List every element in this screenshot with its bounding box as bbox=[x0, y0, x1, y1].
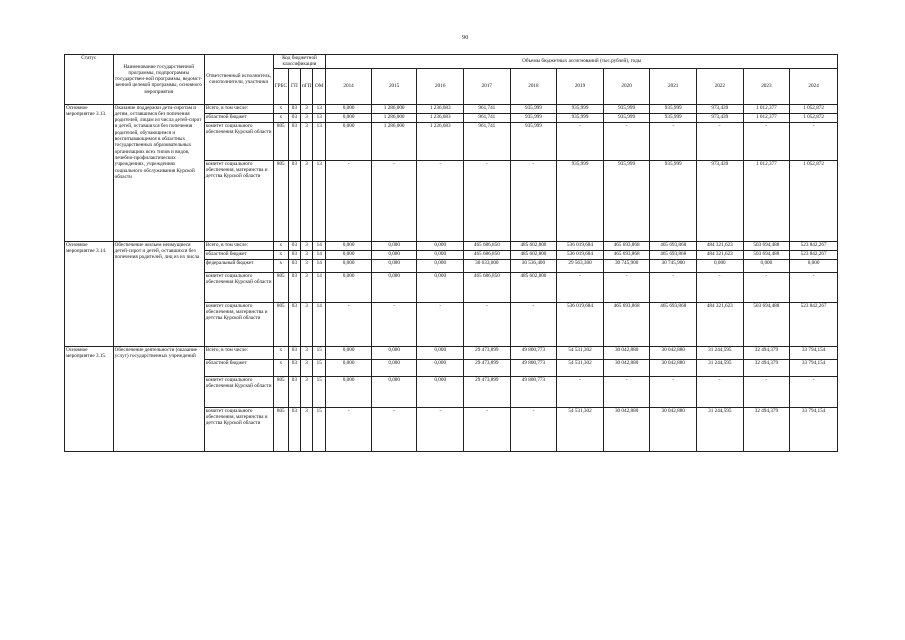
amount-cell: - bbox=[743, 122, 790, 160]
amount-cell: 523 842,267 bbox=[790, 302, 838, 346]
executor-cell: областной бюджет bbox=[204, 359, 273, 376]
amount-cell: 32 494,379 bbox=[743, 346, 790, 359]
amount-cell: - bbox=[417, 407, 464, 451]
budget-code-cell: 805 bbox=[273, 160, 288, 241]
amount-cell: 465 686,850 bbox=[464, 250, 511, 259]
code-header-grbs: ГРБС bbox=[273, 68, 288, 104]
amount-cell: 54 531,302 bbox=[557, 359, 604, 376]
budget-code-cell: 3 bbox=[300, 241, 312, 250]
amount-cell: 0,000 bbox=[371, 272, 417, 302]
executor-cell: областной бюджет bbox=[204, 250, 273, 259]
amount-cell: 0,000 bbox=[326, 359, 372, 376]
amount-cell: 0,000 bbox=[697, 259, 744, 272]
amount-cell: 49 800,773 bbox=[510, 346, 557, 359]
measure-status: Основное мероприятие 3.14. bbox=[65, 241, 114, 346]
executor-cell: комитет социального обеспечения, материнства и детства Курской области bbox=[204, 302, 273, 346]
table-body bbox=[65, 104, 838, 451]
amount-cell: 503 694,488 bbox=[743, 241, 790, 250]
amount-cell: 536 019,684 bbox=[557, 250, 604, 259]
amount-cell: 503 694,488 bbox=[743, 250, 790, 259]
executor-cell: комитет социального обеспечения, материнства и детства Курской области bbox=[204, 160, 273, 241]
budget-code-cell: 3 bbox=[300, 259, 312, 272]
executor-cell: Всего, в том числе: bbox=[204, 346, 273, 359]
amount-cell: 935,999 bbox=[603, 160, 650, 241]
amount-cell: - bbox=[790, 122, 838, 160]
amount-cell: - bbox=[326, 302, 372, 346]
amount-cell: - bbox=[417, 160, 464, 241]
budget-code-cell: 3 bbox=[300, 302, 312, 346]
table-row bbox=[65, 241, 838, 250]
executor-cell: комитет социального обеспечения Курской области bbox=[204, 376, 273, 407]
amount-cell: 49 800,773 bbox=[510, 376, 557, 407]
amount-cell: - bbox=[417, 302, 464, 346]
budget-code-cell: 03 bbox=[288, 376, 300, 407]
budget-code-cell: 03 bbox=[288, 407, 300, 451]
budget-code-cell: 3 bbox=[300, 272, 312, 302]
budget-code-cell: 3 bbox=[300, 113, 312, 122]
amount-cell: 0,000 bbox=[326, 122, 372, 160]
measure-status: Основное мероприятие 3.13. bbox=[65, 104, 114, 241]
budget-code-cell: 805 bbox=[273, 407, 288, 451]
budget-code-cell: x bbox=[273, 259, 288, 272]
amount-cell: 973,439 bbox=[697, 160, 744, 241]
year-header: 2016 bbox=[417, 68, 464, 104]
budget-code-cell: 805 bbox=[273, 272, 288, 302]
amount-cell: 1 236,683 bbox=[417, 104, 464, 113]
amount-cell: 1 226,683 bbox=[417, 122, 464, 160]
amount-cell: 31 244,595 bbox=[697, 407, 744, 451]
measure-status: Основное мероприятие 3.15. bbox=[65, 346, 114, 451]
amount-cell: 961,741 bbox=[464, 104, 511, 113]
amount-cell: 961,741 bbox=[464, 122, 511, 160]
amount-cell: 29 473,899 bbox=[464, 346, 511, 359]
executor-cell: комитет социального обеспечения Курской области bbox=[204, 272, 273, 302]
amount-cell: 465 693,868 bbox=[650, 302, 697, 346]
amount-cell: 30 633,000 bbox=[464, 259, 511, 272]
budget-code-cell: 13 bbox=[313, 113, 326, 122]
budget-code-cell: 805 bbox=[273, 122, 288, 160]
amount-cell: 29 473,899 bbox=[464, 376, 511, 407]
budget-code-cell: 3 bbox=[300, 104, 312, 113]
amount-cell: 1 012,377 bbox=[743, 160, 790, 241]
budget-code-cell: 03 bbox=[288, 250, 300, 259]
amount-cell: 0,000 bbox=[417, 241, 464, 250]
measure-name: Обеспечение деятельности (оказание услуг) государственных учреждений bbox=[113, 346, 204, 451]
amount-cell: - bbox=[603, 122, 650, 160]
amount-cell: - bbox=[743, 272, 790, 302]
amount-cell: 0,000 bbox=[417, 272, 464, 302]
amount-cell: - bbox=[557, 272, 604, 302]
name-header: Наименование государственной программы, подпрограммы государствен-ной программы, ведомст-венной целевой программы, основного мероприятия bbox=[113, 55, 204, 105]
header-row-1 bbox=[65, 55, 838, 69]
amount-cell: 30 745,900 bbox=[650, 259, 697, 272]
code-header-om: ОМ bbox=[313, 68, 326, 104]
amount-cell: 935,999 bbox=[650, 160, 697, 241]
amount-cell: 935,999 bbox=[557, 160, 604, 241]
amount-cell: 465 686,850 bbox=[464, 241, 511, 250]
amount-cell: 30 745,900 bbox=[603, 259, 650, 272]
amount-cell: 0,000 bbox=[743, 259, 790, 272]
amount-cell: - bbox=[371, 160, 417, 241]
code-group-header: Код бюджетной классификации bbox=[273, 55, 326, 69]
amount-cell: - bbox=[697, 122, 744, 160]
budget-code-cell: 03 bbox=[288, 104, 300, 113]
amount-cell: 33 794,154 bbox=[790, 346, 838, 359]
budget-code-cell: 03 bbox=[288, 346, 300, 359]
amount-cell: - bbox=[697, 376, 744, 407]
budget-code-cell: 03 bbox=[288, 241, 300, 250]
amount-cell: 961,741 bbox=[464, 113, 511, 122]
executor-cell: Всего, в том числе: bbox=[204, 104, 273, 113]
amount-cell: - bbox=[790, 376, 838, 407]
amount-cell: 0,000 bbox=[326, 104, 372, 113]
amount-cell: - bbox=[510, 407, 557, 451]
budget-table bbox=[64, 54, 838, 452]
amount-cell: 0,000 bbox=[371, 346, 417, 359]
executor-cell: федеральный бюджет bbox=[204, 259, 273, 272]
amount-cell: 935,999 bbox=[603, 113, 650, 122]
year-header: 2018 bbox=[510, 68, 557, 104]
budget-code-cell: 15 bbox=[313, 346, 326, 359]
amount-cell: 0,000 bbox=[790, 259, 838, 272]
executor-cell: комитет социального обеспечения Курской области bbox=[204, 122, 273, 160]
budget-code-cell: 15 bbox=[313, 359, 326, 376]
amount-cell: 465 686,850 bbox=[464, 272, 511, 302]
amount-cell: 0,000 bbox=[371, 241, 417, 250]
executor-cell: областной бюджет bbox=[204, 113, 273, 122]
amount-cell: 0,000 bbox=[371, 359, 417, 376]
amount-cell: 935,999 bbox=[557, 104, 604, 113]
budget-code-cell: 805 bbox=[273, 376, 288, 407]
amount-cell: - bbox=[371, 302, 417, 346]
amount-cell: 1 012,377 bbox=[743, 104, 790, 113]
year-header: 2024 bbox=[790, 68, 838, 104]
amount-cell: 30 042,880 bbox=[603, 346, 650, 359]
year-header: 2020 bbox=[603, 68, 650, 104]
amount-cell: 484 321,623 bbox=[697, 250, 744, 259]
amount-cell: 465 693,868 bbox=[603, 302, 650, 346]
budget-code-cell: x bbox=[273, 104, 288, 113]
budget-code-cell: x bbox=[273, 250, 288, 259]
amount-cell: 935,999 bbox=[510, 104, 557, 113]
year-header: 2014 bbox=[326, 68, 372, 104]
amount-cell: 1 286,000 bbox=[371, 113, 417, 122]
amount-cell: - bbox=[510, 160, 557, 241]
amount-cell: - bbox=[650, 272, 697, 302]
amount-cell: - bbox=[510, 302, 557, 346]
budget-code-cell: 03 bbox=[288, 259, 300, 272]
amount-cell: 523 842,267 bbox=[790, 250, 838, 259]
executor-cell: Всего, в том числе: bbox=[204, 241, 273, 250]
budget-code-cell: 14 bbox=[313, 259, 326, 272]
budget-code-cell: 03 bbox=[288, 122, 300, 160]
amount-cell: 29 563,300 bbox=[557, 259, 604, 272]
amount-cell: 973,439 bbox=[697, 104, 744, 113]
amount-cell: 935,999 bbox=[510, 122, 557, 160]
budget-code-cell: 3 bbox=[300, 407, 312, 451]
budget-code-cell: 3 bbox=[300, 376, 312, 407]
year-header: 2023 bbox=[743, 68, 790, 104]
amount-cell: 1 052,872 bbox=[790, 104, 838, 113]
budget-code-cell: 805 bbox=[273, 302, 288, 346]
amount-cell: - bbox=[464, 407, 511, 451]
measure-name: Оказание поддержки дети-сиротам и детям, оставшимся без попечения родителей, лицам из числа детей-сирот и детей, оставшихся без попечения родителей, обучающимся и воспитывающимся в областных государственных образовательных организациях всех типов и видов, лечебно-профилактических учреждениях, учреждениях социального обслуживания Курской области bbox=[113, 104, 204, 241]
budget-code-cell: x bbox=[273, 346, 288, 359]
amount-cell: 1 236,683 bbox=[417, 113, 464, 122]
amount-cell: 485 602,800 bbox=[510, 272, 557, 302]
year-header: 2017 bbox=[464, 68, 511, 104]
amount-cell: 0,000 bbox=[326, 376, 372, 407]
amount-cell: 31 244,595 bbox=[697, 359, 744, 376]
amount-cell: 33 794,154 bbox=[790, 407, 838, 451]
amount-cell: 33 794,154 bbox=[790, 359, 838, 376]
amount-cell: 935,999 bbox=[650, 104, 697, 113]
amount-cell: 0,000 bbox=[417, 250, 464, 259]
amount-cell: - bbox=[603, 376, 650, 407]
amount-cell: 29 473,899 bbox=[464, 359, 511, 376]
amount-cell: 935,999 bbox=[510, 113, 557, 122]
budget-code-cell: 14 bbox=[313, 302, 326, 346]
budget-code-cell: 3 bbox=[300, 122, 312, 160]
amount-cell: 935,999 bbox=[603, 104, 650, 113]
budget-code-cell: x bbox=[273, 113, 288, 122]
amount-cell: 1 286,000 bbox=[371, 104, 417, 113]
amount-cell: 935,999 bbox=[650, 113, 697, 122]
executor-cell: комитет социального обеспечения, материнства и детства Курской области bbox=[204, 407, 273, 451]
budget-code-cell: 13 bbox=[313, 160, 326, 241]
budget-code-cell: 03 bbox=[288, 359, 300, 376]
amount-cell: 465 693,868 bbox=[650, 250, 697, 259]
amount-cell: 465 693,868 bbox=[603, 250, 650, 259]
amount-cell: 0,000 bbox=[326, 250, 372, 259]
budget-code-cell: x bbox=[273, 359, 288, 376]
amount-cell: - bbox=[464, 302, 511, 346]
amount-cell: 536 019,684 bbox=[557, 241, 604, 250]
amount-cell: - bbox=[326, 407, 372, 451]
amount-cell: 0,000 bbox=[417, 346, 464, 359]
amount-cell: - bbox=[371, 407, 417, 451]
budget-code-cell: 03 bbox=[288, 272, 300, 302]
budget-code-cell: 15 bbox=[313, 376, 326, 407]
year-header: 2015 bbox=[371, 68, 417, 104]
amount-cell: - bbox=[697, 272, 744, 302]
year-header: 2019 bbox=[557, 68, 604, 104]
amount-cell: 503 694,488 bbox=[743, 302, 790, 346]
budget-code-cell: 03 bbox=[288, 113, 300, 122]
amount-cell: 0,000 bbox=[371, 376, 417, 407]
amount-cell: 32 494,379 bbox=[743, 407, 790, 451]
budget-code-cell: 13 bbox=[313, 122, 326, 160]
amount-cell: 0,000 bbox=[417, 359, 464, 376]
page-number: 90 bbox=[462, 35, 469, 41]
budget-code-cell: 03 bbox=[288, 302, 300, 346]
budget-code-cell: 3 bbox=[300, 346, 312, 359]
amount-cell: - bbox=[557, 122, 604, 160]
budget-code-cell: 14 bbox=[313, 272, 326, 302]
amount-cell: 465 693,868 bbox=[603, 241, 650, 250]
budget-code-cell: 03 bbox=[288, 160, 300, 241]
amount-cell: 30 042,880 bbox=[603, 407, 650, 451]
status-header: Статус bbox=[65, 55, 114, 105]
amount-cell: 0,000 bbox=[326, 346, 372, 359]
amount-cell: 1 286,000 bbox=[371, 122, 417, 160]
code-header-gp: ГП bbox=[288, 68, 300, 104]
amount-cell: - bbox=[557, 376, 604, 407]
amount-cell: 935,999 bbox=[557, 113, 604, 122]
amount-cell: 973,439 bbox=[697, 113, 744, 122]
amount-cell: - bbox=[650, 122, 697, 160]
amount-cell: 0,000 bbox=[326, 113, 372, 122]
amount-cell: - bbox=[650, 376, 697, 407]
amount-cell: - bbox=[603, 272, 650, 302]
budget-code-cell: 14 bbox=[313, 250, 326, 259]
amount-cell: 54 531,302 bbox=[557, 407, 604, 451]
amount-cell: 30 042,880 bbox=[650, 407, 697, 451]
amount-cell: 0,000 bbox=[371, 250, 417, 259]
amount-cell: - bbox=[464, 160, 511, 241]
budget-code-cell: 3 bbox=[300, 359, 312, 376]
amount-cell: 54 531,302 bbox=[557, 346, 604, 359]
budget-code-cell: 14 bbox=[313, 241, 326, 250]
measure-name: Обеспечение жильем неимущиеся детей-сирот и детей, оставшихся без попечения родителей, лиц из их числа bbox=[113, 241, 204, 346]
amount-cell: 49 800,773 bbox=[510, 359, 557, 376]
amount-cell: 484 321,623 bbox=[697, 241, 744, 250]
amount-cell: 32 494,379 bbox=[743, 359, 790, 376]
budget-code-cell: x bbox=[273, 241, 288, 250]
code-header-pgp: пГП bbox=[300, 68, 312, 104]
volumes-header: Объемы бюджетных ассигнований (тыс.рублей), годы bbox=[326, 55, 838, 69]
amount-cell: 0,000 bbox=[326, 259, 372, 272]
amount-cell: 1 052,872 bbox=[790, 113, 838, 122]
amount-cell: 485 602,800 bbox=[510, 250, 557, 259]
amount-cell: 0,000 bbox=[326, 272, 372, 302]
amount-cell: 523 842,267 bbox=[790, 241, 838, 250]
budget-code-cell: 13 bbox=[313, 104, 326, 113]
table-row bbox=[65, 346, 838, 359]
amount-cell: 31 244,595 bbox=[697, 346, 744, 359]
executor-header: Ответственный исполнитель, соисполнители, участники bbox=[204, 55, 273, 105]
amount-cell: 30 042,880 bbox=[603, 359, 650, 376]
amount-cell: - bbox=[743, 376, 790, 407]
amount-cell: 536 019,684 bbox=[557, 302, 604, 346]
budget-code-cell: 3 bbox=[300, 160, 312, 241]
amount-cell: 30 536,400 bbox=[510, 259, 557, 272]
amount-cell: 465 693,868 bbox=[650, 241, 697, 250]
amount-cell: 30 042,880 bbox=[650, 346, 697, 359]
amount-cell: 0,000 bbox=[417, 259, 464, 272]
budget-code-cell: 3 bbox=[300, 250, 312, 259]
amount-cell: 1 012,377 bbox=[743, 113, 790, 122]
year-header: 2022 bbox=[697, 68, 744, 104]
amount-cell: 0,000 bbox=[326, 241, 372, 250]
amount-cell: - bbox=[326, 160, 372, 241]
amount-cell: 0,000 bbox=[417, 376, 464, 407]
amount-cell: 484 321,623 bbox=[697, 302, 744, 346]
table-row bbox=[65, 104, 838, 113]
amount-cell: 1 052,872 bbox=[790, 160, 838, 241]
budget-code-cell: 15 bbox=[313, 407, 326, 451]
year-header: 2021 bbox=[650, 68, 697, 104]
amount-cell: 485 602,800 bbox=[510, 241, 557, 250]
amount-cell: 30 042,880 bbox=[650, 359, 697, 376]
amount-cell: - bbox=[790, 272, 838, 302]
amount-cell: 0,000 bbox=[371, 259, 417, 272]
